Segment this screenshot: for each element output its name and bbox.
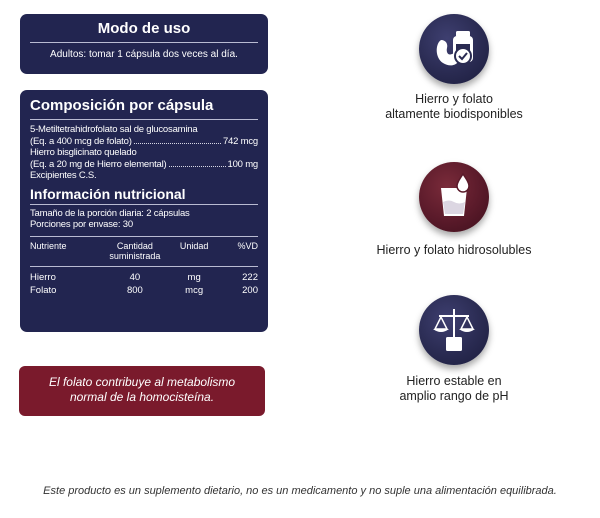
caption-line: Hierro y folato xyxy=(415,92,493,106)
nutrient-unit: mg xyxy=(187,271,201,283)
usage-panel xyxy=(20,14,268,74)
nutrient-name: Hierro xyxy=(30,271,56,283)
nutrient-unit: mcg xyxy=(185,284,204,296)
caption-line: Hierro y folato hidrosolubles xyxy=(376,243,532,257)
usage-text: Adultos: tomar 1 cápsula dos veces al día. xyxy=(50,49,238,60)
caption-line: Hierro estable en xyxy=(406,374,502,388)
caption-line: altamente biodisponibles xyxy=(385,107,523,121)
ingredient-amount: 100 mg xyxy=(227,158,258,170)
serving-size: Tamaño de la porción diaria: 2 cápsulas xyxy=(30,207,190,219)
nutrient-name: Folato xyxy=(30,284,57,296)
nutrition-title: Información nutricional xyxy=(30,185,186,202)
nutrient-amount: 40 xyxy=(129,271,141,283)
ingredient-line xyxy=(30,159,258,171)
table-row xyxy=(30,284,258,297)
divider xyxy=(30,204,258,205)
ingredient-line xyxy=(30,136,258,148)
glass-water-drop-icon xyxy=(419,162,489,232)
dotted-leader xyxy=(134,136,221,145)
table-row xyxy=(30,271,258,284)
portions-per-container: Porciones por envase: 30 xyxy=(30,219,133,230)
ingredient-line: 5-Metiltetrahidrofolato sal de glucosamina xyxy=(30,124,198,135)
divider xyxy=(30,119,258,120)
feature-caption xyxy=(355,92,553,122)
balance-scale-ph-icon xyxy=(419,295,489,365)
composition-title: Composición por cápsula xyxy=(30,97,214,114)
ingredient-equivalence: (Eq. a 20 mg de Hierro elemental) xyxy=(30,158,167,170)
stomach-capsule-bottle-icon xyxy=(419,14,489,84)
ingredient-line: Hierro bisglicinato quelado xyxy=(30,147,137,158)
nutrient-dv: 222 xyxy=(242,271,258,283)
nutrition-table xyxy=(30,241,258,297)
caption-line: amplio rango de pH xyxy=(399,389,509,403)
dotted-leader xyxy=(169,159,226,168)
divider xyxy=(30,236,258,237)
ingredient-amount: 742 mcg xyxy=(222,135,258,147)
ingredient-equivalence: (Eq. a 400 mcg de folato) xyxy=(30,135,132,147)
column-header: Nutriente xyxy=(30,240,67,251)
column-header: Unidad xyxy=(179,240,209,251)
feature-caption xyxy=(355,243,553,258)
divider xyxy=(30,266,258,267)
disclaimer: Este producto es un suplemento dietario, no es un medicamento y no suple una alimentación equilibrada. xyxy=(43,485,557,497)
table-header-row xyxy=(30,241,258,261)
homocysteine-note xyxy=(19,366,265,416)
ingredient-line: Excipientes C.S. xyxy=(30,170,97,181)
feature-caption xyxy=(355,374,553,404)
column-header: Cantidad suministrada xyxy=(109,240,161,261)
note-text: El folato contribuye al metabolismo normal de la homocisteína. xyxy=(48,375,236,404)
nutrient-amount: 800 xyxy=(126,284,143,296)
column-header: %VD xyxy=(237,240,258,251)
composition-panel xyxy=(20,90,268,332)
usage-title: Modo de uso xyxy=(97,20,191,37)
nutrient-dv: 200 xyxy=(242,284,258,296)
